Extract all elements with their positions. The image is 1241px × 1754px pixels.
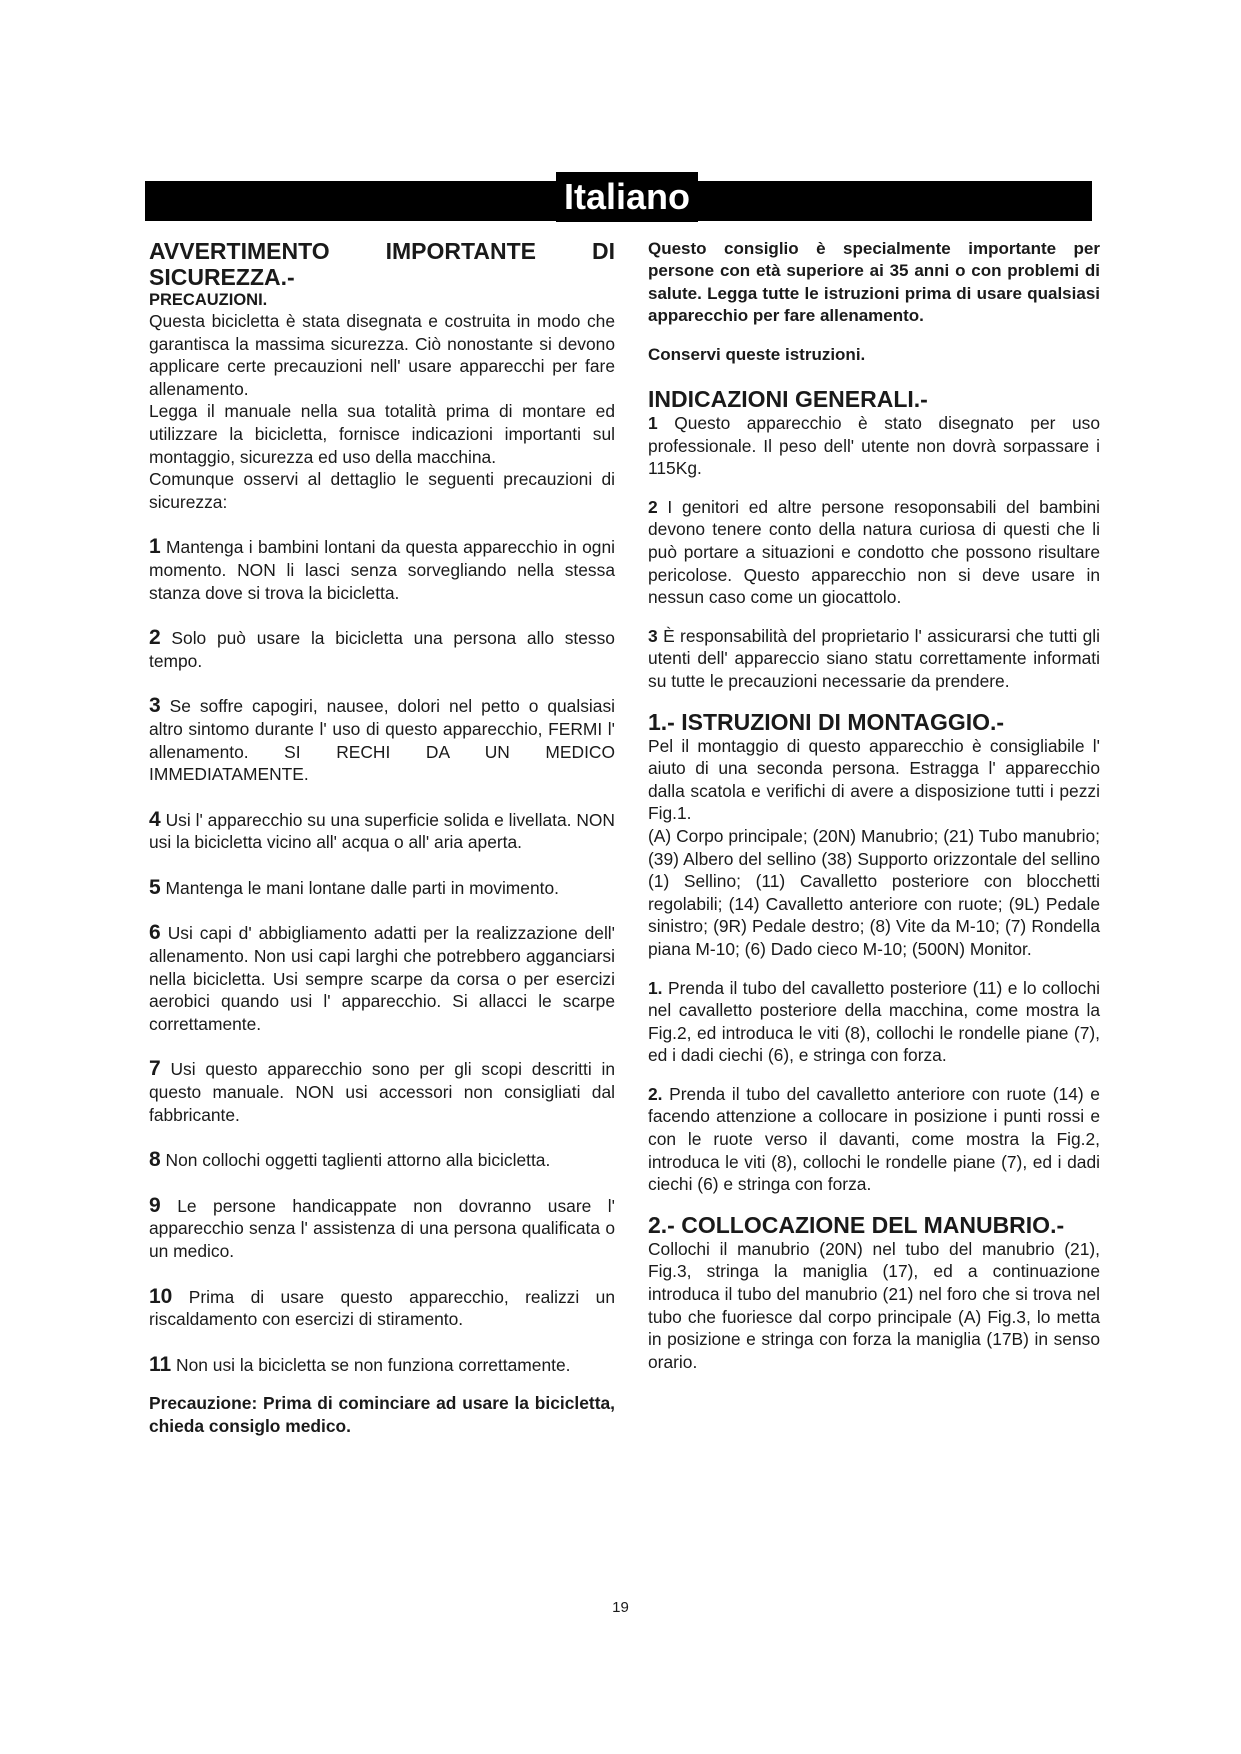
general-item: [648, 625, 1100, 693]
item-number: 3: [648, 625, 658, 646]
precaution-item: [149, 1354, 615, 1377]
assembly-step: [648, 977, 1100, 1067]
item-number: 4: [149, 807, 161, 831]
item-number: 9: [149, 1193, 161, 1217]
general-item: [648, 496, 1100, 609]
item-number: 10: [149, 1284, 173, 1308]
item-text: Questo apparecchio è stato disegnato per uso professionale. Il peso dell' utente non dovrà sorpassare i 115Kg.: [648, 413, 1100, 479]
precaution-item: [149, 877, 615, 900]
precaution-item: [149, 1195, 615, 1263]
assembly-intro: Pel il montaggio di questo apparecchio è consigliabile l' aiuto di una seconda persona. Estragga l' apparecchio dalla scatola e verifichi di avere a disposizione tutti i pezzi Fig.1.: [648, 735, 1100, 824]
precaution-item: [149, 695, 615, 785]
right-column: [648, 238, 1100, 1373]
handlebar-text: Collochi il manubrio (20N) nel tubo del manubrio (21), Fig.3, stringa la maniglia (17), ed a continuazione introduca il tubo del manubrio (21) nel foro che si trova nel tubo che fuoriesce dal corpo principale (A) Fig.3, lo metta in posizione e stringa con forza la maniglia (17B) in senso orario.: [648, 1238, 1100, 1372]
item-text: Le persone handicappate non dovranno usare l' apparecchio senza l' assistenza di una persona qualificata o un medico.: [149, 1195, 615, 1261]
item-text: Non collochi oggetti taglienti attorno alla bicicletta.: [165, 1150, 551, 1171]
item-number: 5: [149, 875, 161, 899]
item-number: 2: [149, 626, 161, 650]
item-text: Usi l' apparecchio su una superficie solida e livellata. NON usi la bicicletta vicino all' acqua o all' aria aperta.: [149, 809, 615, 853]
item-text: Prima di usare questo apparecchio, realizzi un riscaldamento con esercizi di stiramento.: [149, 1286, 615, 1330]
intro-paragraph: Questa bicicletta è stata disegnata e costruita in modo che garantisca la massima sicurezza. Ciò nonostante si devono applicare certe precauzioni nell' usare apparecchi per fare allenamento.: [149, 311, 615, 399]
step-text: Prenda il tubo del cavalletto anteriore con ruote (14) e facendo attenzione a collocare in posizione i punti rossi e con le ruote verso il davanti, come mostra la Fig.2, introduca le viti (8), collochi le rondelle piane (7), ed i dadi ciechi (6) e stringa con forza.: [648, 1083, 1100, 1195]
age-advice: Questo consiglio è specialmente importante per persone con età superiore ai 35 anni o con problemi di salute. Legga tutte le istruzioni prima di usare qualsiasi apparecchio per fare allenamento.: [648, 239, 1100, 326]
item-text: È responsabilità del proprietario l' assicurarsi che tutti gli utenti dell' appareccio siano statu correttamente informati su tutte le precauzioni necessarie da prendere.: [648, 625, 1100, 691]
item-text: Mantenga le mani lontane dalle parti in movimento.: [165, 877, 559, 898]
general-title: INDICAZIONI GENERALI.-: [648, 386, 928, 413]
language-header-label: Italiano: [556, 172, 698, 222]
step-number: 1.: [648, 977, 663, 998]
intro-paragraph: Legga il manuale nella sua totalità prima di montare ed utilizzare la bicicletta, fornisce indicazioni importanti sul montaggio, sicurezza ed uso della macchina.: [149, 401, 615, 467]
item-number: 3: [149, 694, 161, 718]
item-number: 2: [648, 496, 658, 517]
intro-paragraph: Comunque osservi al dettaglio le seguenti precauzioni di sicurezza:: [149, 469, 615, 512]
item-text: Usi capi d' abbigliamento adatti per la realizzazione dell' allenamento. Non usi capi larghi che potrebbero agganciarsi nella bicicletta. Usi sempre scarpe da corsa o per esercizi aerobici quando usi l' apparecchio. Si allacci le scarpe correttamente.: [149, 923, 615, 1034]
left-column: [149, 238, 615, 1438]
assembly-title: 1.- ISTRUZIONI DI MONTAGGIO.-: [648, 708, 1005, 735]
item-text: Mantenga i bambini lontani da questa apparecchio in ogni momento. NON li lasci senza sorvegliando nella stessa stanza dove si trova la bicicletta.: [149, 537, 615, 603]
precaution-item: [149, 1058, 615, 1126]
precautions-subtitle: PRECAUZIONI.: [149, 291, 268, 309]
precaution-item: [149, 536, 615, 604]
medical-caution: Precauzione: Prima di cominciare ad usare la bicicletta, chieda consiglo medico.: [149, 1393, 615, 1436]
item-text: Solo può usare la bicicletta una persona allo stesso tempo.: [149, 628, 615, 671]
item-number: 7: [149, 1057, 161, 1081]
precaution-item: [149, 1286, 615, 1331]
safety-title: AVVERTIMENTO IMPORTANTE DI SICUREZZA.-: [149, 238, 615, 290]
item-number: 6: [149, 921, 161, 945]
item-number: 8: [149, 1148, 161, 1172]
precaution-item: [149, 627, 615, 672]
general-item: [648, 412, 1100, 480]
item-text: Non usi la bicicletta se non funziona correttamente.: [176, 1354, 571, 1375]
item-number: 11: [149, 1352, 172, 1376]
precaution-item: [149, 922, 615, 1035]
item-number: 1: [149, 535, 161, 559]
parts-list: (A) Corpo principale; (20N) Manubrio; (21) Tubo manubrio; (39) Albero del sellino (38) Supporto orizzontale del sellino (1) Sellino; (11) Cavalletto posteriore con blocchetti regolabili; (14) Cavalletto anteriore con ruote; (9L) Pedale sinistro; (9R) Pedale destro; (8) Vite da M-10; (7) Rondella piana M-10; (6) Dado cieco M-10; (500N) Monitor.: [648, 825, 1100, 959]
keep-instructions: Conservi queste istruzioni.: [648, 344, 866, 364]
precaution-item: [149, 809, 615, 854]
item-text: I genitori ed altre persone resoponsabili del bambini devono tenere conto della natura curiosa di questi che li può portare a situazioni e condotto che possono risultare pericolose. Questo apparecchio non si deve usare in nessun caso come un giocattolo.: [648, 496, 1100, 608]
item-text: Usi questo apparecchio sono per gli scopi descritti in questo manuale. NON usi accessori non consigliati dal fabbricante.: [149, 1059, 615, 1125]
item-number: 1: [648, 413, 658, 434]
step-text: Prenda il tubo del cavalletto posteriore (11) e lo collochi nel cavalletto posteriore della macchina, come mostra la Fig.2, ed introduca le viti (8), collochi le rondelle piane (7), ed i dadi ciechi (6), e stringa con forza.: [648, 977, 1100, 1066]
item-text: Se soffre capogiri, nausee, dolori nel petto o qualsiasi altro sintomo durante l' uso di questo apparecchio, FERMI l' allenamento. SI RECHI DA UN MEDICO IMMEDIATAMENTE.: [149, 696, 615, 785]
handlebar-title: 2.- COLLOCAZIONE DEL MANUBRIO.-: [648, 1211, 1065, 1238]
assembly-step: [648, 1083, 1100, 1196]
precaution-item: [149, 1149, 615, 1172]
step-number: 2.: [648, 1083, 663, 1104]
page-number: 19: [612, 1599, 629, 1616]
